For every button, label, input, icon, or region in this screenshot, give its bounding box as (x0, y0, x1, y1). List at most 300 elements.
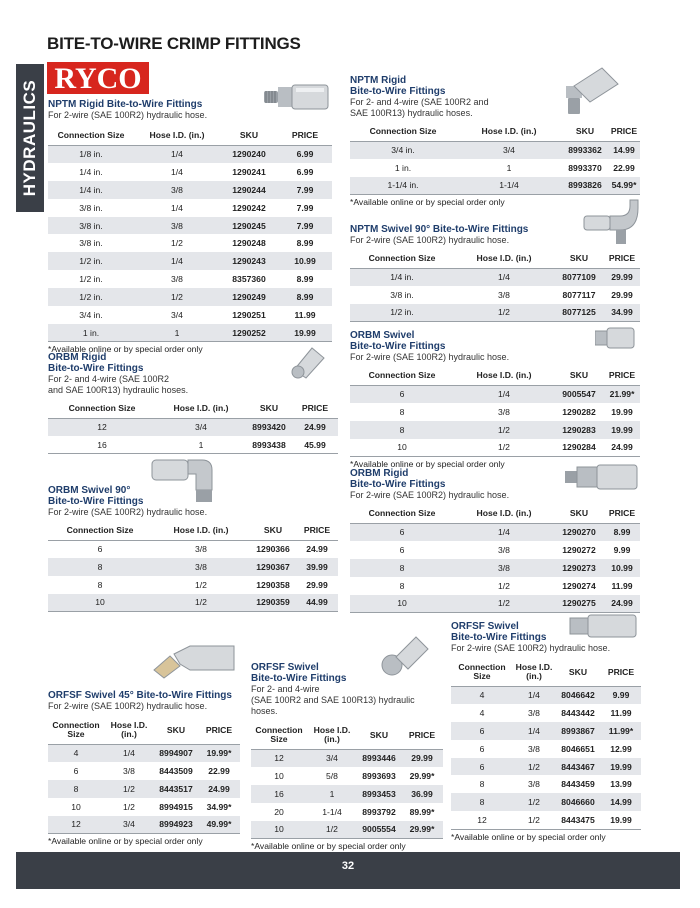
table-row (48, 744, 240, 762)
column-header: Connection Size (350, 122, 456, 141)
cell-size: 3/8 in. (79, 202, 103, 213)
cell-sku: 1290243 (220, 252, 278, 270)
column-header: Hose I.D. (in.) (134, 126, 220, 145)
table-row (350, 439, 640, 457)
availability-note: *Available online or by special order only (48, 344, 203, 355)
cell-price: 19.99 (278, 324, 332, 342)
cell-size: 6 (350, 385, 454, 403)
cell-sku: 8994923 (154, 816, 198, 834)
cell-sku: 1290244 (220, 181, 278, 199)
cell-sku: 8077109 (554, 268, 604, 286)
nptm-swivel-90-section (350, 224, 640, 322)
cell-size: 6 (479, 743, 485, 754)
cell-sku: 9005554 (357, 821, 401, 839)
cell-hose: 1/2 (134, 288, 220, 306)
table-row (48, 199, 332, 217)
ryco-logo (47, 62, 149, 94)
cell-hose: 1/4 (134, 145, 220, 163)
table-row (48, 762, 240, 780)
table-row (48, 798, 240, 816)
nptm-rigid-section (48, 99, 332, 354)
cell-sku: 8993362 (562, 141, 608, 159)
cell-price: 7.99 (296, 202, 314, 213)
table-row (48, 217, 332, 235)
table-row (350, 304, 640, 322)
cell-size: 10 (350, 439, 454, 457)
cell-price: 19.99 (601, 758, 641, 776)
column-header: Hose I.D. (in.) (307, 722, 357, 749)
cell-sku: 1290242 (232, 202, 266, 213)
price-table (48, 521, 338, 612)
side-tab-label: HYDRAULICS (20, 79, 40, 197)
cell-price: 11.99* (601, 722, 641, 740)
column-header: PRICE (604, 366, 640, 385)
cell-sku: 1290272 (562, 544, 596, 555)
cell-sku: 8046642 (555, 686, 601, 704)
table-row (350, 141, 640, 159)
column-header: Hose I.D. (in.) (454, 366, 554, 385)
cell-price: 54.99* (608, 177, 640, 195)
section-subtitle-line1: For 2- and 4-wire (SAE 100R2 (48, 374, 170, 384)
table-row (251, 821, 443, 839)
cell-price: 34.99 (604, 304, 640, 322)
cell-hose: 1 (134, 324, 220, 342)
cell-sku: 1290249 (220, 288, 278, 306)
column-header: Connection Size (350, 366, 454, 385)
cell-sku: 1290358 (256, 579, 290, 590)
cell-hose: 1/2 (454, 304, 554, 322)
price-table (350, 504, 640, 613)
cell-price: 14.99 (608, 141, 640, 159)
cell-sku: 1290240 (220, 145, 278, 163)
column-header: Hose I.D. (in.) (104, 717, 154, 744)
cell-sku: 1290251 (232, 309, 266, 320)
cell-hose: 1/4 (454, 268, 554, 286)
section-title: ORFSF Swivel 45° Bite-to-Wire Fittings (48, 690, 232, 701)
price-table (350, 122, 640, 195)
cell-hose: 3/8 (195, 544, 207, 555)
cell-hose: 1/4 (171, 202, 183, 213)
section-subtitle: For 2-wire (SAE 100R2) hydraulic hose. (48, 507, 208, 517)
cell-sku: 8993453 (357, 785, 401, 803)
cell-price: 11.99 (294, 309, 316, 320)
table-row (251, 785, 443, 803)
table-row (48, 436, 338, 454)
cell-size: 1/2 in. (79, 274, 103, 285)
cell-price: 21.99* (604, 385, 640, 403)
table-row (350, 577, 640, 595)
cell-hose: 1/2 (195, 579, 207, 590)
table-header-row (350, 366, 640, 385)
cell-size: 10 (48, 594, 152, 612)
cell-price: 29.99* (401, 821, 443, 839)
table-row (48, 558, 338, 576)
price-table (350, 249, 640, 322)
section-title: NPTM Rigid Bite-to-Wire Fittings (48, 99, 203, 110)
table-row (48, 234, 332, 252)
cell-price: 24.99 (306, 544, 328, 555)
table-row (48, 288, 332, 306)
cell-hose: 1/4 (513, 686, 555, 704)
column-header: Hose I.D. (in.) (454, 504, 554, 523)
cell-price: 45.99 (292, 436, 338, 454)
table-row (48, 540, 338, 558)
cell-price: 7.99 (278, 181, 332, 199)
column-header: SKU (154, 717, 198, 744)
section-title-line1: NPTM Rigid (350, 75, 407, 86)
price-table (350, 366, 640, 457)
cell-size: 6 (350, 523, 454, 541)
cell-hose: 3/8 (152, 558, 250, 576)
cell-price: 22.99 (613, 162, 635, 173)
cell-size: 8 (399, 580, 405, 591)
column-header: Hose I.D. (in.) (156, 399, 246, 418)
cell-sku: 8443442 (561, 707, 595, 718)
nptm-rigid-large-section (350, 75, 640, 207)
cell-hose: 5/8 (326, 770, 338, 781)
cell-price: 9.99 (601, 686, 641, 704)
cell-sku: 8993438 (246, 436, 292, 454)
cell-size: 4 (479, 707, 485, 718)
cell-size: 12 (251, 749, 307, 767)
column-header: PRICE (604, 504, 640, 523)
orbm-rigid-b-section (350, 468, 640, 613)
cell-size: 16 (251, 785, 307, 803)
table-row (48, 270, 332, 288)
cell-hose: 1-1/4 (322, 806, 342, 817)
cell-hose: 3/8 (498, 289, 510, 300)
cell-price: 24.99 (604, 595, 640, 613)
table-row (350, 523, 640, 541)
cell-sku: 8993446 (357, 749, 401, 767)
section-subtitle-line2: SAE 100R13) hydraulic hoses. (350, 108, 473, 118)
orfsf-swivel-a-section (251, 662, 443, 851)
cell-price: 8.99 (296, 274, 314, 285)
cell-price: 11.99 (610, 707, 632, 718)
section-title-line2: Bite-to-Wire Fittings (350, 86, 446, 97)
cell-hose: 1/2 (498, 580, 510, 591)
cell-price: 24.99 (292, 418, 338, 436)
table-header-row (48, 399, 338, 418)
cell-sku: 8443509 (159, 765, 193, 776)
cell-sku: 1290274 (562, 580, 596, 591)
table-row (251, 767, 443, 785)
cell-sku: 8993792 (362, 806, 396, 817)
cell-size: 10 (71, 801, 81, 812)
table-header-row (350, 122, 640, 141)
cell-price: 9.99 (613, 544, 631, 555)
cell-size: 6 (97, 544, 103, 555)
cell-size: 4 (451, 686, 513, 704)
table-row (48, 780, 240, 798)
cell-hose: 1/2 (104, 780, 154, 798)
cell-price: 8.99 (296, 238, 314, 249)
cell-price: 8.99 (604, 523, 640, 541)
orbm-swivel-90-section (48, 485, 338, 612)
cell-size: 1/4 in. (48, 181, 134, 199)
cell-hose: 1/4 (454, 523, 554, 541)
cell-hose: 1/4 (134, 252, 220, 270)
column-header: PRICE (278, 126, 332, 145)
cell-size: 1/2 in. (48, 288, 134, 306)
column-header: SKU (555, 659, 601, 686)
cell-hose: 1/4 (454, 385, 554, 403)
cell-hose: 3/8 (171, 274, 183, 285)
cell-sku: 8994915 (159, 801, 193, 812)
cell-hose: 3/8 (134, 217, 220, 235)
cell-size: 12 (48, 816, 104, 834)
cell-hose: 1/4 (513, 722, 555, 740)
cell-price: 22.99 (208, 765, 230, 776)
table-row (451, 740, 641, 758)
cell-hose: 3/8 (498, 406, 510, 417)
cell-size: 4 (48, 744, 104, 762)
svg-text:RYCO: RYCO (54, 62, 142, 94)
table-row (48, 816, 240, 834)
cell-price: 19.99 (604, 421, 640, 439)
cell-sku: 8077117 (562, 289, 596, 300)
column-header: SKU (554, 366, 604, 385)
table-row (350, 159, 640, 177)
cell-price: 19.99 (601, 811, 641, 829)
cell-size: 8 (48, 558, 152, 576)
table-row (48, 252, 332, 270)
section-title-line1: ORBM Swivel 90° (48, 485, 131, 496)
cell-size: 6 (451, 722, 513, 740)
table-header-row (350, 249, 640, 268)
column-header: SKU (554, 249, 604, 268)
column-header: Connection Size (350, 249, 454, 268)
section-title-line1: ORFSF Swivel (251, 662, 319, 673)
section-subtitle: For 2-wire (SAE 100R2) hydraulic hose. (350, 352, 510, 362)
cell-size: 1/2 in. (48, 252, 134, 270)
cell-sku: 8443467 (555, 758, 601, 776)
cell-hose: 3/4 (171, 309, 183, 320)
cell-size: 1/4 in. (350, 268, 454, 286)
section-title-line2: Bite-to-Wire Fittings (251, 673, 347, 684)
column-header: Hose I.D. (in.) (513, 659, 555, 686)
cell-hose: 3/4 (307, 749, 357, 767)
cell-hose: 3/8 (528, 707, 540, 718)
cell-hose: 3/4 (156, 418, 246, 436)
cell-sku: 1290248 (232, 238, 266, 249)
orfsf-swivel-b-section (451, 621, 641, 842)
column-header: Connection Size (251, 722, 307, 749)
cell-hose: 3/8 (498, 544, 510, 555)
column-header: SKU (250, 521, 296, 540)
price-table (48, 399, 338, 454)
cell-price: 11.99 (611, 580, 633, 591)
cell-size: 8 (350, 421, 454, 439)
section-subtitle-line1: For 2- and 4-wire (251, 684, 320, 694)
availability-note: *Available online or by special order only (48, 835, 203, 846)
cell-hose: 3/8 (528, 779, 540, 790)
column-header: Hose I.D. (in.) (152, 521, 250, 540)
cell-price: 29.99 (604, 268, 640, 286)
column-header: SKU (554, 504, 604, 523)
table-row (350, 595, 640, 613)
table-row (251, 749, 443, 767)
column-header: PRICE (292, 399, 338, 418)
cell-hose: 3/8 (454, 559, 554, 577)
cell-price: 36.99 (401, 785, 443, 803)
cell-hose: 1/2 (152, 594, 250, 612)
column-header: PRICE (608, 122, 640, 141)
cell-size: 6 (451, 758, 513, 776)
cell-size: 20 (274, 806, 284, 817)
column-header: SKU (562, 122, 608, 141)
cell-sku: 8993370 (568, 162, 602, 173)
table-header-row (48, 521, 338, 540)
table-row (451, 722, 641, 740)
table-row (451, 775, 641, 793)
cell-price: 14.99 (601, 793, 641, 811)
table-row (48, 306, 332, 324)
table-row (48, 145, 332, 163)
cell-price: 44.99 (296, 594, 338, 612)
cell-sku: 1290245 (220, 217, 278, 235)
cell-price: 39.99 (296, 558, 338, 576)
column-header: SKU (357, 722, 401, 749)
cell-hose: 1 (506, 162, 512, 173)
section-subtitle: For 2-wire (SAE 100R2) hydraulic hose. (451, 643, 611, 653)
column-header: Hose I.D. (in.) (456, 122, 562, 141)
cell-size: 1 in. (394, 162, 412, 173)
cell-size: 10 (350, 595, 454, 613)
cell-price: 24.99 (604, 439, 640, 457)
cell-sku: 8993826 (562, 177, 608, 195)
cell-sku: 1290273 (554, 559, 604, 577)
cell-price: 29.99* (409, 770, 435, 781)
cell-sku: 8993693 (362, 770, 396, 781)
column-header: Hose I.D. (in.) (454, 249, 554, 268)
section-subtitle-line2: and SAE 100R13) hydraulic hoses. (48, 385, 189, 395)
section-title-line1: ORBM Swivel (350, 330, 415, 341)
cell-sku: 8046660 (555, 793, 601, 811)
cell-size: 10 (251, 821, 307, 839)
cell-price: 29.99 (401, 749, 443, 767)
cell-size: 12 (48, 418, 156, 436)
section-title-line1: ORFSF Swivel (451, 621, 519, 632)
cell-sku: 1290252 (220, 324, 278, 342)
cell-size: 1/2 in. (350, 304, 454, 322)
orbm-rigid-section (48, 352, 338, 454)
section-title-line2: Bite-to-Wire Fittings (350, 479, 446, 490)
cell-sku: 1290270 (554, 523, 604, 541)
cell-size: 3/4 in. (79, 309, 103, 320)
cell-sku: 9005547 (554, 385, 604, 403)
cell-sku: 1290275 (554, 595, 604, 613)
table-row (350, 541, 640, 559)
cell-hose: 1-1/4 (456, 177, 562, 195)
cell-hose: 1/2 (454, 439, 554, 457)
cell-sku: 8046651 (561, 743, 595, 754)
table-header-row (350, 504, 640, 523)
cell-sku: 8443475 (555, 811, 601, 829)
cell-sku: 8357360 (232, 274, 266, 285)
cell-price: 29.99 (611, 289, 633, 300)
cell-sku: 1290359 (250, 594, 296, 612)
cell-hose: 1/2 (513, 811, 555, 829)
cell-sku: 1290366 (256, 544, 290, 555)
cell-sku: 8993867 (555, 722, 601, 740)
table-header-row (251, 722, 443, 749)
cell-price: 12.99 (610, 743, 632, 754)
column-header: Connection Size (350, 504, 454, 523)
table-header-row (48, 126, 332, 145)
cell-hose: 1/2 (171, 238, 183, 249)
availability-note: *Available online or by special order only (251, 840, 406, 851)
table-row (350, 268, 640, 286)
cell-size: 10 (274, 770, 284, 781)
cell-hose: 3/4 (456, 141, 562, 159)
cell-size: 3/8 in. (48, 217, 134, 235)
cell-price: 13.99 (610, 779, 632, 790)
cell-size: 6 (73, 765, 79, 776)
section-subtitle: For 2-wire (SAE 100R2) hydraulic hose. (350, 235, 510, 245)
cell-size: 8 (399, 406, 405, 417)
cell-price: 34.99* (206, 801, 232, 812)
cell-hose: 1/2 (513, 793, 555, 811)
table-row (350, 421, 640, 439)
section-subtitle-line1: For 2- and 4-wire (SAE 100R2 and (350, 97, 489, 107)
cell-hose: 1/2 (454, 421, 554, 439)
cell-size: 12 (451, 811, 513, 829)
section-title-line2: Bite-to-Wire Fittings (350, 341, 446, 352)
cell-sku: 1290241 (232, 166, 266, 177)
table-row (451, 811, 641, 829)
orbm-swivel-section (350, 330, 640, 469)
cell-sku: 8077125 (554, 304, 604, 322)
column-header: SKU (246, 399, 292, 418)
cell-price: 19.99* (198, 744, 240, 762)
cell-hose: 1/2 (454, 595, 554, 613)
cell-hose: 3/8 (123, 765, 135, 776)
cell-hose: 1/2 (123, 801, 135, 812)
cell-size: 1/4 in. (79, 166, 103, 177)
cell-size: 1-1/4 in. (350, 177, 456, 195)
cell-hose: 1/2 (513, 758, 555, 776)
cell-sku: 8993420 (246, 418, 292, 436)
cell-hose: 3/8 (528, 743, 540, 754)
cell-price: 6.99 (278, 145, 332, 163)
cell-size: 1 in. (48, 324, 134, 342)
cell-size: 8 (48, 780, 104, 798)
cell-price: 10.99 (604, 559, 640, 577)
cell-sku: 8443517 (154, 780, 198, 798)
cell-size: 8 (97, 579, 103, 590)
section-subtitle: For 2-wire (SAE 100R2) hydraulic hose. (350, 490, 510, 500)
section-title-line1: ORBM Rigid (48, 352, 107, 363)
section-subtitle: For 2-wire (SAE 100R2) hydraulic hose. (48, 701, 208, 711)
cell-size: 8 (479, 779, 485, 790)
orfsf-swivel-45-section (48, 690, 240, 846)
table-row (48, 594, 338, 612)
table-row (350, 286, 640, 304)
column-header: PRICE (401, 722, 443, 749)
column-header: Connection Size (451, 659, 513, 686)
cell-hose: 3/8 (134, 181, 220, 199)
cell-size: 3/8 in. (390, 289, 414, 300)
section-title: NPTM Swivel 90° Bite-to-Wire Fittings (350, 224, 529, 235)
cell-size: 16 (48, 436, 156, 454)
table-row (350, 385, 640, 403)
table-row (451, 704, 641, 722)
column-header: Connection Size (48, 399, 156, 418)
price-table (48, 717, 240, 834)
cell-hose: 1/2 (307, 821, 357, 839)
table-header-row (48, 717, 240, 744)
